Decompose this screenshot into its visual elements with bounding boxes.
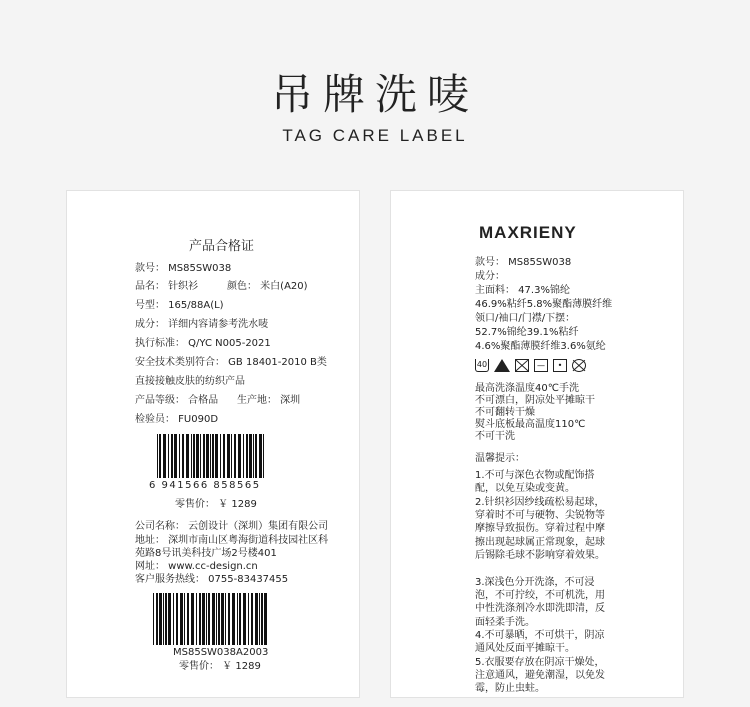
barcode-bar bbox=[221, 593, 224, 645]
care-instruction: 最高洗涤温度40℃手洗 bbox=[475, 383, 579, 394]
barcode-bar bbox=[187, 593, 189, 645]
tag-heading: 产品合格证 bbox=[189, 239, 255, 254]
no-tumble-dry-icon bbox=[515, 359, 529, 372]
barcode-bar bbox=[180, 593, 183, 645]
barcode-bar bbox=[216, 593, 217, 645]
barcode-bar bbox=[159, 593, 162, 645]
barcode-bar bbox=[259, 434, 262, 478]
tip-item: 4.不可暴晒，不可烘干，阴凉通风处反面平摊晾干。 bbox=[475, 630, 605, 655]
iron-icon: • bbox=[553, 359, 567, 372]
tips-title: 温馨提示： bbox=[475, 453, 525, 464]
tag-color: 颜色： 米白(A20) bbox=[227, 281, 308, 292]
barcode-bar bbox=[156, 593, 158, 645]
barcode-bar bbox=[261, 593, 263, 645]
care-symbols bbox=[475, 359, 586, 372]
tip-item: 2.针织衫因纱线疏松易起球，穿着时不可与硬物、尖锐物等摩擦导致损伤。穿着过程中摩擦出现起球属正常现象，起球后锡除毛球不影响穿着效果。 bbox=[475, 497, 605, 561]
retail-price: 零售价： ￥ 1289 bbox=[175, 499, 257, 510]
barcode-bar bbox=[249, 434, 252, 478]
barcode-bar bbox=[248, 593, 249, 645]
barcode-bar bbox=[202, 593, 205, 645]
tag-skin-contact: 直接接触皮肤的纺织产品 bbox=[135, 376, 245, 387]
product-barcode bbox=[157, 434, 267, 478]
barcode-bar bbox=[251, 593, 253, 645]
tag-origin: 生产地： 深圳 bbox=[237, 395, 301, 406]
barcode-bar bbox=[184, 593, 185, 645]
care-instruction: 不可翻转干燥 bbox=[475, 407, 535, 418]
barcode-bar bbox=[173, 593, 174, 645]
barcode-bar bbox=[182, 434, 184, 478]
barcode-bar bbox=[168, 593, 171, 645]
barcode-bar bbox=[176, 593, 178, 645]
composition-line: 主面料： 47.3%锦纶 bbox=[475, 285, 570, 296]
barcode-bar bbox=[206, 434, 209, 478]
barcode-bar bbox=[231, 434, 232, 478]
tag-safety: 安全技术类别符合： GB 18401-2010 B类 bbox=[135, 357, 327, 368]
barcode-bar bbox=[168, 434, 169, 478]
barcode-bar bbox=[215, 434, 218, 478]
barcode-bar bbox=[165, 593, 167, 645]
barcode-bar bbox=[243, 434, 244, 478]
barcode-bar bbox=[174, 434, 177, 478]
care-style-no: 款号： MS85SW038 bbox=[475, 257, 572, 268]
tag-inspector: 检验员： FU090D bbox=[135, 414, 219, 425]
retail-price-2: 零售价： ￥ 1289 bbox=[179, 661, 261, 672]
barcode-bar bbox=[232, 593, 235, 645]
barcode-bar bbox=[191, 434, 192, 478]
barcode-bar bbox=[228, 593, 230, 645]
tag-product-name: 品名： 针织衫 bbox=[135, 281, 199, 292]
barcode-bar bbox=[193, 434, 195, 478]
hang-tag-card bbox=[66, 190, 360, 698]
barcode-bar bbox=[223, 434, 225, 478]
company-website: 网址： www.cc-design.cn bbox=[135, 561, 258, 572]
barcode-bar bbox=[171, 434, 173, 478]
barcode-bar bbox=[210, 434, 211, 478]
page-title: 吊牌洗唛 bbox=[270, 70, 479, 119]
customer-hotline: 客户服务热线： 0755-83437455 bbox=[135, 574, 289, 585]
barcode-bar bbox=[255, 593, 258, 645]
tag-standard: 执行标准： Q/YC N005-2021 bbox=[135, 338, 271, 349]
composition-line: 4.6%聚酯薄膜纤维3.6%氨纶 bbox=[475, 341, 606, 352]
barcode-number: 6 941566 858565 bbox=[149, 480, 261, 491]
tag-style-no: 款号： MS85SW038 bbox=[135, 263, 232, 274]
dry-flat-icon: — bbox=[534, 359, 548, 372]
page-subtitle: TAG CARE LABEL bbox=[282, 126, 468, 145]
barcode-bar bbox=[243, 593, 246, 645]
composition-line: 领口/袖口/门襟/下摆： bbox=[475, 313, 576, 324]
barcode-bar bbox=[263, 434, 264, 478]
barcode-bar bbox=[153, 593, 154, 645]
barcode-bar bbox=[191, 593, 194, 645]
barcode-bar bbox=[199, 593, 201, 645]
barcode-bar bbox=[218, 593, 220, 645]
tag-size: 号型： 165/88A(L) bbox=[135, 300, 224, 311]
care-instruction: 不可漂白，阴凉处平摊晾干 bbox=[475, 395, 595, 406]
barcode-bar bbox=[264, 593, 267, 645]
tag-grade: 产品等级： 合格品 bbox=[135, 395, 219, 406]
barcode-bar bbox=[246, 434, 248, 478]
barcode-bar bbox=[234, 434, 236, 478]
tip-item: 3.深浅色分开洗涤，不可浸泡，不可拧绞，不可机洗，用中性洗涤剂冷水即洗即清，反面轻柔手洗。 bbox=[475, 577, 605, 628]
tag-composition: 成分： 详细内容请参考洗水唛 bbox=[135, 319, 269, 330]
barcode-bar bbox=[163, 434, 166, 478]
brand-name: MAXRIENY bbox=[479, 223, 577, 242]
barcode-bar bbox=[200, 434, 201, 478]
barcode-bar bbox=[203, 434, 205, 478]
barcode-bar bbox=[212, 434, 214, 478]
composition-line: 52.7%锦纶39.1%粘纤 bbox=[475, 327, 579, 338]
company-address-2: 苑路8号讯美科技广场2号楼401 bbox=[135, 548, 277, 559]
barcode-bar bbox=[259, 593, 260, 645]
sku-barcode-text: MS85SW038A2003 bbox=[173, 647, 269, 658]
no-dry-clean-icon bbox=[572, 359, 586, 372]
barcode-bar bbox=[159, 434, 161, 478]
tip-item: 5.衣服要存放在阴凉干燥处，注意通风，避免潮湿，以免发霉，防止虫蛀。 bbox=[475, 657, 605, 695]
wash-40-icon: 40 bbox=[475, 359, 489, 372]
care-instruction: 熨斗底板最高温度110℃ bbox=[475, 419, 586, 430]
care-instruction: 不可干洗 bbox=[475, 431, 515, 442]
sku-barcode bbox=[153, 593, 271, 645]
composition-line: 46.9%粘纤5.8%聚酯薄膜纤维 bbox=[475, 299, 613, 310]
barcode-bar bbox=[225, 593, 226, 645]
barcode-bar bbox=[206, 593, 207, 645]
tip-item: 1.不可与深色衣物或配饰搭配，以免互染或变黄。 bbox=[475, 470, 595, 495]
barcode-bar bbox=[196, 434, 199, 478]
barcode-bar bbox=[238, 434, 241, 478]
no-bleach-icon bbox=[494, 359, 510, 372]
barcode-bar bbox=[157, 434, 158, 478]
care-label-card bbox=[390, 190, 684, 698]
barcode-bar bbox=[237, 593, 238, 645]
barcode-bar bbox=[212, 593, 215, 645]
barcode-bar bbox=[253, 434, 254, 478]
barcode-bar bbox=[239, 593, 241, 645]
company-name: 公司名称： 云创设计（深圳）集团有限公司 bbox=[135, 521, 329, 532]
barcode-bar bbox=[196, 593, 197, 645]
barcode-bar bbox=[208, 593, 210, 645]
barcode-bar bbox=[255, 434, 257, 478]
barcode-bar bbox=[179, 434, 180, 478]
composition-label: 成分： bbox=[475, 271, 505, 282]
barcode-bar bbox=[227, 434, 230, 478]
barcode-bar bbox=[220, 434, 221, 478]
barcode-bar bbox=[163, 593, 164, 645]
barcode-bar bbox=[186, 434, 189, 478]
company-address-1: 地址： 深圳市南山区粤海街道科技园社区科 bbox=[135, 535, 329, 546]
